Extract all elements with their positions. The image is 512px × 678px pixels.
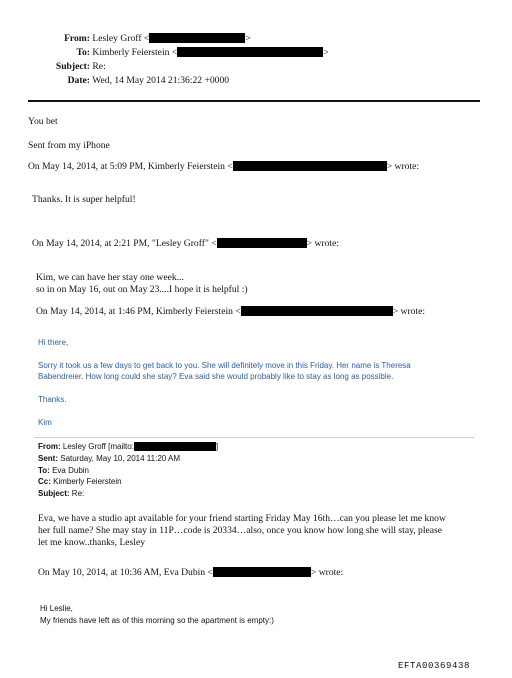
- fwd-from: [38, 442, 218, 452]
- date-label: Date:: [67, 75, 90, 86]
- fwd-cc-label: Cc:: [38, 477, 51, 486]
- subject-value: Re:: [92, 61, 106, 72]
- header-divider: [28, 100, 480, 102]
- redaction-box: [134, 442, 219, 451]
- quote-para-3b: Babendreier. How long could she stay? Eva said she would probably like to stay as long as possible.: [38, 372, 394, 381]
- quote-sig-3: Kim: [38, 418, 52, 427]
- fwd-para-1: Eva, we have a studio apt available for your friend starting Friday May 16th…can you please let me know: [38, 513, 446, 524]
- redaction-box: [177, 47, 323, 57]
- redaction-box: [241, 306, 393, 316]
- fwd-from-label: From:: [38, 442, 61, 451]
- fwd-from-end: ]: [215, 442, 219, 451]
- redaction-box: [149, 33, 245, 43]
- to-end: >: [323, 47, 329, 58]
- fwd-from-value: Lesley Groff [mailto:: [62, 442, 134, 451]
- quote-header-text: On May 10, 2014, at 10:36 AM, Eva Dubin <: [38, 567, 213, 578]
- fwd-sent-label: Sent:: [38, 454, 58, 463]
- forward-divider: [34, 437, 474, 438]
- quote-text-2b: so in on May 16, out on May 23....I hope it is helpful :): [36, 284, 248, 295]
- fwd-to: [38, 466, 89, 476]
- from-end: >: [245, 33, 251, 44]
- date-value: Wed, 14 May 2014 21:36:22 +0000: [92, 75, 230, 86]
- quote-thanks-3: Thanks.: [38, 395, 67, 404]
- fwd-subject-label: Subject:: [38, 489, 70, 498]
- quote-para-3a: Sorry it took us a few days to get back to you. She will definitely move in this Friday. Her name is Theresa: [38, 361, 411, 370]
- header-subject: [40, 61, 106, 73]
- quote-text-1: Thanks. It is super helpful!: [32, 194, 136, 205]
- quote-header-end: > wrote:: [386, 161, 420, 172]
- subject-label: Subject:: [55, 61, 90, 72]
- quote-text-2a: Kim, we can have her stay one week...: [36, 272, 184, 283]
- quote-header-4: [38, 567, 343, 579]
- fwd-to-value: Eva Dubin: [52, 466, 89, 475]
- quote-header-end: > wrote:: [392, 306, 426, 317]
- reply-text: You bet: [28, 116, 58, 127]
- fwd-para-3: let me know..thanks, Lesley: [38, 537, 146, 548]
- bates-number: EFTA00369438: [398, 661, 471, 671]
- quote-header-end: > wrote:: [306, 238, 339, 249]
- to-value: Kimberly Feierstein <: [92, 47, 178, 58]
- redaction-box: [213, 567, 311, 577]
- quote-text-4: My friends have left as of this morning so the apartment is empty:): [40, 616, 274, 625]
- fwd-subject-value: Re:: [71, 489, 85, 498]
- header-to: [40, 47, 329, 59]
- quote-header-text: On May 14, 2014, at 5:09 PM, Kimberly Feierstein <: [28, 161, 233, 172]
- header-date: [40, 75, 229, 87]
- fwd-cc-value: Kimberly Feierstein: [53, 477, 122, 486]
- fwd-to-label: To:: [38, 466, 50, 475]
- quote-header-1: [28, 161, 419, 173]
- quote-header-text: On May 14, 2014, at 1:46 PM, Kimberly Feierstein <: [36, 306, 241, 317]
- quote-header-2: [32, 238, 339, 250]
- quote-greeting-3: Hi there,: [38, 338, 69, 347]
- fwd-para-2: her full name? She may stay in 11P…code is 20334…also, once you know how long she will stay, please: [38, 525, 443, 536]
- fwd-sent-value: Saturday, May 10, 2014 11:20 AM: [60, 454, 181, 463]
- redaction-box: [217, 238, 307, 248]
- from-value: Lesley Groff <: [92, 33, 150, 44]
- quote-header-end: > wrote:: [310, 567, 344, 578]
- quote-greeting-4: Hi Leslie,: [40, 604, 73, 613]
- quote-header-3: [36, 306, 425, 318]
- from-label: From:: [64, 33, 90, 44]
- quote-header-text: On May 14, 2014, at 2:21 PM, "Lesley Groff" <: [32, 238, 217, 249]
- fwd-subject: [38, 489, 84, 499]
- redaction-box: [233, 161, 387, 171]
- fwd-sent: [38, 454, 180, 464]
- fwd-cc: [38, 477, 122, 487]
- header-from: [40, 33, 251, 45]
- signature-line: Sent from my iPhone: [28, 140, 110, 151]
- to-label: To:: [76, 47, 90, 58]
